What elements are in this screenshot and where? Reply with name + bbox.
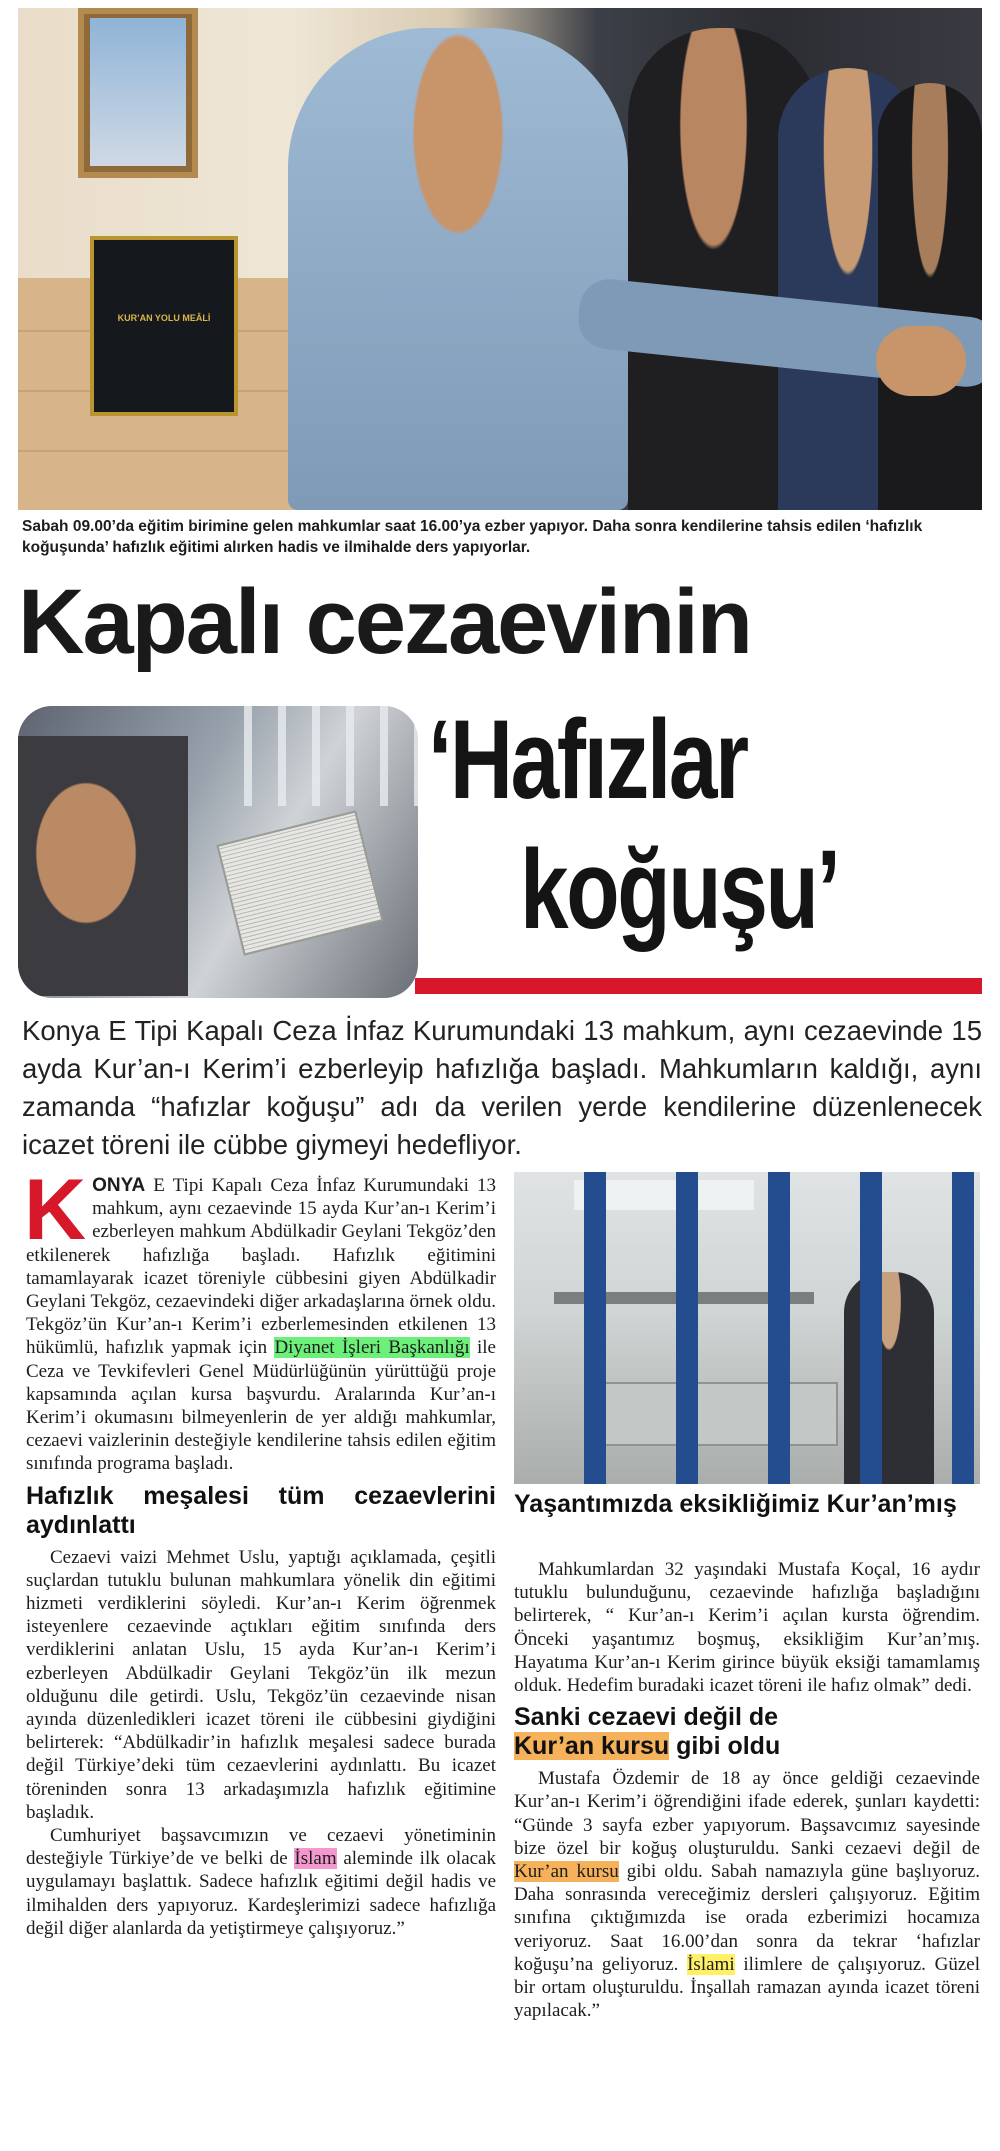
section1-paragraph-1: Cezaevi vaizi Mehmet Uslu, yaptığı açıklamada, çeşitli suçlardan tutuklu bulunan mahkumlara yönelik din eğitimi hizmeti verdiklerini söyledi. Kur’an-ı Kerim öğrenmek isteyenlere cezaevinde açtıkları eğitim sınıfında ders verdiklerini anlatan Uslu, 15 ayda Kur’an-ı Kerim’i ezberleyen Abdülkadir Geylani Tekgöz’ün ilk mezun olduğunu dile getirdi. Uslu, Tekgöz’ün cezaevinde nisan ayında düzenledikleri icazet töreni ile cübbesini giydiğini belirterek: “Abdülkadir’in hafızlık meşalesi sadece burada değil Türkiye’deki tüm cezaevlerini aydınlattı. Bu icazet töreninden sonra 13 arkadaşımızla hafızlık eğitimine başladık.: [26, 1546, 496, 1823]
section3-p1-b: gibi oldu. Sabah namazıyla güne başlıyoruz. Daha sonrasında vereceğimiz dersleri çalışıyoruz. Eğitim sınıfına çıktığımızda ise orada ezberimizi hocamıza veriyoruz. Saat 16.00’dan sonra da tekrar ‘hafızlar koğuşu’na geliyoruz.: [514, 1861, 980, 1975]
intro-paragraph: [24, 1162, 496, 1476]
quran-book: [90, 236, 238, 416]
highlight-diyanet: Diyanet İşleri Başkanlığı: [274, 1337, 470, 1359]
drop-cap: K: [24, 1162, 87, 1258]
section1-paragraph-2: [26, 1824, 496, 1940]
man-background: [878, 83, 982, 510]
man-in-denim-shirt: [288, 28, 628, 510]
section3-heading: [514, 1703, 980, 1761]
hand: [876, 326, 966, 396]
section2-heading: Yaşantımızda eksikliğimiz Kur’an’mış: [514, 1490, 957, 1518]
highlight-kuran-kursu: Kur’an kursu: [514, 1861, 619, 1883]
inset-photo: [18, 706, 418, 998]
section1-p2-a: Cumhuriyet başsavcımızın ve cezaevi yönetiminin desteğiyle Türkiye’de ve belki de: [26, 1825, 496, 1870]
highlight-islam: İslam: [294, 1848, 337, 1870]
intro-lead-word: ONYA: [92, 1175, 146, 1196]
headline-line-3: koğuşu’: [520, 827, 839, 952]
headline-line-1: Kapalı cezaevinin: [18, 571, 751, 673]
right-column: [514, 1558, 980, 2022]
section3-heading-b: gibi oldu: [669, 1732, 781, 1761]
top-photo: [18, 8, 982, 510]
red-accent-bar: [415, 978, 982, 994]
headline-line-2: ‘Hafızlar: [428, 697, 747, 822]
section3-heading-a: Sanki cezaevi değil de: [514, 1703, 779, 1732]
intro-text-1: E Tipi Kapalı Ceza İnfaz Kurumundaki 13 mahkum, aynı cezaevinde 15 ayda Kur’an-ı Kerim’i ezberleyen mahkum Abdülkadir Geylani Tekgöz’den etkilenerek hafızlığa başladı. Hafızlık eğitimini tamamlayarak icazet töreniyle cübbesini giyen Abdülkadir Geylani Tekgöz, cezaevindeki diğer arkadaşlarına örnek oldu. Tekgöz’ün Kur’an-ı Kerim’i ezberlemesinden etkilenen 13 hükümlü, hafızlık yapmak için: [26, 1175, 496, 1359]
section2-paragraph: Mahkumlardan 32 yaşındaki Mustafa Koçal, 16 aydır tutuklu bulunduğunu, cezaevinde hafızlığa başladığını belirterek, “ Kur’an-ı Kerim’i açılan kursta öğrendim. Önceki yaşantımız boşmuş, eksikliğim Kur’an’mış. Hayatıma Kur’an-ı Kerim girince büyük eksiği tamamlamış olduk. Hedefim buradaki icazet töreni ile hafız olmak” dedi.: [514, 1559, 980, 1697]
classroom-photo: [514, 1172, 980, 1484]
lead-paragraph: Konya E Tipi Kapalı Ceza İnfaz Kurumundaki 13 mahkum, aynı cezaevinde 15 ayda Kur’an-ı Kerim’i ezberleyip hafızlığa başladı. Mahkumların kaldığı, aynı zamanda “hafızlar koğuşu” adı da verilen yerde kendilerine düzenlenecek icazet töreni ile cübbe giymeyi hedefliyor.: [22, 1015, 982, 1160]
section3-p1-a: Mustafa Özdemir de 18 ay önce geldiği cezaevinde Kur’an-ı Kerim’i öğrendiğini ifade ederek, şunları kaydetti: “Günde 3 sayfa ezber yapıyorum. Başsavcımız sayesinde bize özel bir koğuş oluşturuldu. Sanki cezaevi değil de: [514, 1768, 980, 1859]
reader-face: [18, 736, 188, 996]
wall-picture: [90, 18, 186, 166]
highlight-islami: İslami: [687, 1953, 735, 1975]
section3-p1-c: ilimlere de çalışıyoruz. Güzel bir ortam oluşturuldu. İnşallah ramazan ayında icazet töreni yapılacak.”: [514, 1953, 980, 2022]
section3-heading-highlight: Kur’an kursu: [514, 1732, 670, 1761]
cell-bars: [514, 1172, 980, 1484]
section1-p2-b: aleminde ilk olacak uygulamayı başlattık. Sadece hafızlık eğitimi değil hadis ve ilmihalden ders yapıyoruz. Kardeşlerimizi sadece hafızlığa değil diğer alanlarda da yetiştirmeye çalışıyoruz.”: [26, 1848, 496, 1939]
section1-heading: Hafızlık meşalesi tüm cezaevlerini aydınlattı: [26, 1481, 496, 1539]
intro-text-2: ile Ceza ve Tevkifevleri Genel Müdürlüğünün yürüttüğü proje kapsamında açılan kursa başvurdu. Aralarında Kur’an-ı Kerim’i okumasını bilmeyenlerin de yer aldığı mahkumlar, cezaevi vaizlerinin desteğiyle kendilerine tahsis edilen eğitim sınıfında programa başladı.: [26, 1337, 496, 1475]
book-title: KUR’AN YOLU MEÂLİ: [117, 313, 211, 323]
open-quran: [216, 810, 383, 955]
left-column: [24, 1162, 496, 1940]
section3-paragraph: [514, 1767, 980, 2022]
section2-heading-wrap: [514, 1490, 980, 1519]
window-bars: [218, 706, 418, 806]
photo-caption: Sabah 09.00’da eğitim birimine gelen mahkumlar saat 16.00’ya ezber yapıyor. Daha sonra kendilerine tahsis edilen ‘hafızlık koğuşunda’ hafızlık eğitimi alırken hadis ve ilmihalde ders yapıyorlar.: [22, 518, 923, 556]
